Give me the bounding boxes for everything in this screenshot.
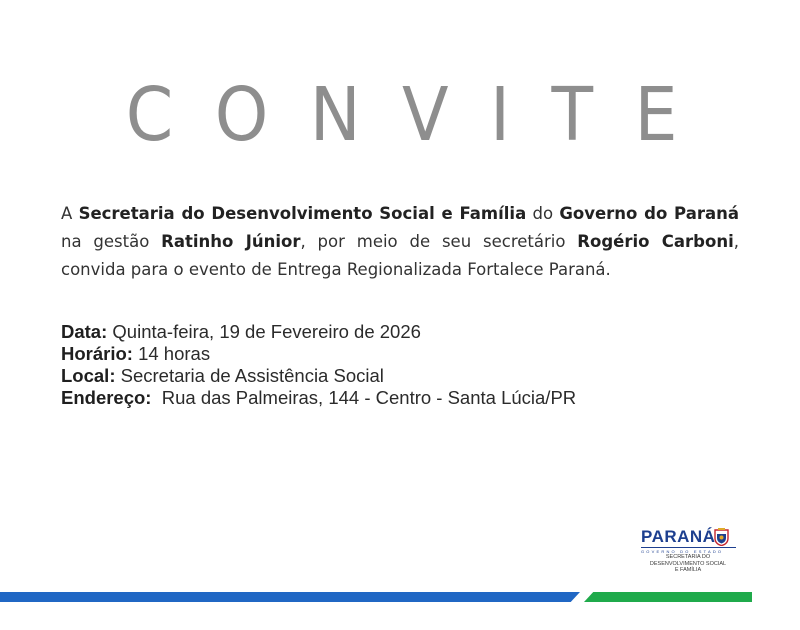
secretaria-name: Secretaria do Desenvolvimento Social e Família (78, 204, 527, 223)
time-row (61, 343, 741, 365)
date-row (61, 321, 741, 343)
parana-logo (638, 527, 738, 577)
logo-department: SECRETARIA DO DESENVOLVIMENTO SOCIAL E FAMÍLIA (649, 554, 727, 573)
place-label: Local: (61, 365, 116, 386)
address-row (61, 387, 741, 409)
address-label: Endereço: (61, 387, 152, 408)
date-label: Data: (61, 321, 108, 342)
time-value: 14 horas (132, 343, 211, 364)
address-value: Rua das Palmeiras, 144 - Centro - Santa Lúcia/PR (151, 387, 577, 408)
governo-name: Governo do Paraná (559, 204, 739, 223)
time-label: Horário: (61, 343, 133, 364)
logo-tagline: GOVERNO DO ESTADO (641, 547, 736, 554)
governador-name: Ratinho Júnior (161, 232, 301, 251)
invitation-text: A Secretaria do Desenvolvimento Social e Família do Governo do Paraná na gestão Ratinho Júnior, por meio de seu secretário Rogério Carboni, convida para o evento de Entrega Regionalizada Fortalece Paraná. (61, 204, 739, 279)
coat-of-arms-icon (714, 527, 729, 546)
logo-wordmark: PARANÁ (641, 527, 716, 546)
secretario-name: Rogério Carboni (577, 232, 734, 251)
page-title: CONVITE (125, 72, 720, 158)
date-value: Quinta-feira, 19 de Fevereiro de 2026 (107, 321, 421, 342)
footer-stripe-blue (0, 592, 580, 602)
event-details (61, 321, 741, 409)
footer-stripe-green (584, 592, 752, 602)
place-row (61, 365, 741, 387)
place-value: Secretaria de Assistência Social (115, 365, 384, 386)
